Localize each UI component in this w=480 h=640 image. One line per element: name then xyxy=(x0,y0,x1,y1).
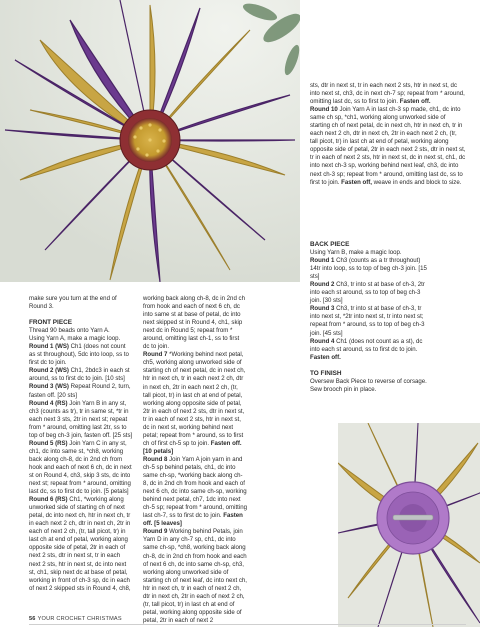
footer-rule xyxy=(29,624,466,625)
column-3-top xyxy=(310,82,466,187)
back-piece-heading: BACK PIECE xyxy=(310,241,350,248)
to-finish-heading: TO FINISH xyxy=(310,369,342,377)
column-2 xyxy=(143,295,247,625)
instruction-line: Round 9 Working behind Petals, join Yarn D in any ch-7 sp, ch1, dc into same ch-sp, *ch8, working back along ch-8, dc in 2nd ch from hook and each of next 6 ch, dc into same ch-sp, ch3, working along unworked side of starting ch of next leaf, dc into next ch, htr in next ch, tr in each of next 2 ch, dtr in next ch, 2tr in each of next 2 ch, (tr, tall picot, tr) in last ch at end of petal, working along opposite side of petal, 2tr in each of next 2 xyxy=(143,528,247,624)
front-piece-heading: FRONT PIECE xyxy=(29,319,72,327)
instruction-line: Round 1 Ch3 (counts as a tr throughout) 14tr into loop, ss to top of beg ch-3 join. [15 sts] xyxy=(310,257,427,281)
instruction-line: Round 3 Ch3, tr into st at base of ch-3, tr into next st, *2tr into next st, tr into next st; repeat from * around, ss to top of beg ch-3 join. [45 sts] xyxy=(310,305,425,337)
flower-photo xyxy=(0,0,300,282)
flower-back-photo xyxy=(338,423,480,627)
instruction-line: Round 2 (WS) Ch1, 2bdc3 in each st around, ss to first dc to join. [10 sts] xyxy=(29,367,130,383)
instruction-line: working back along ch-8, dc in 2nd ch from hook and each of next 6 ch, dc into same st at base of petal, dc into next skipped st in Round 4, ch1, skip next dc in Round 5; repeat from * around, omitting last ch-1, ss to first dc to join. xyxy=(143,295,245,351)
instruction-line: Round 1 (WS) Ch1 (does not count as st throughout), 5dc into loop, ss to first dc to join. xyxy=(29,343,129,367)
instruction-line: Round 8 Join Yarn A join yarn in and ch-5 sp behind petals, ch1, dc into same ch-sp, *working back along ch-8, dc in 2nd ch from hook and each of next 6 ch, dc into same ch-sp, working behind next petal, ch7, 1dc into next ch-5 sp; repeat from * around, omitting last ch-7, ss to first dc to join. Fasten off. [5 leaves] xyxy=(143,455,247,528)
instruction-line: Round 4 (RS) Join Yarn B in any st, ch3 (counts as tr), tr in same st, *tr in each next 3 sts, 2tr in next st; repeat from * around, omitting last 2tr, ss to top of beg ch-3 join, fasten off. [25 sts] xyxy=(29,399,133,439)
instruction-line: Round 10 Join Yarn A in last ch-3 sp made, ch1, dc into same ch sp, *ch1, working along unworked side of starting ch of next petal, dc in next ch, htr in next ch, tr in each next 2 ch, dtr in next ch, 2tr in each next 2 ch, (tr, tall picot, tr) in last ch at end of petal, working along opposite side of petal, 2tr in each next 2 sts, dtr in next st, tr in each of next 2 sts, htr in next st, dc in next st, ch1, dc into next ch-3 sp, working behind next leaf, ch3, dc into next ch-3 sp; repeat from * around, omitting last dc, ss to first to join. Fasten off, weave in ends and block to size. xyxy=(310,106,466,186)
instruction-line: Round 2 Ch3, tr into st at base of ch-3, 2tr into each st around, ss to top of beg ch-3 join. [30 sts] xyxy=(310,281,425,305)
instruction-line: Round 3 (WS) Repeat Round 2, turn, fasten off. [20 sts] xyxy=(29,383,131,399)
column-3-bottom xyxy=(310,241,430,394)
column-1 xyxy=(29,295,133,593)
page-footer xyxy=(29,616,122,622)
instruction-line: Round 5 (RS) Join Yarn C in any st, ch1, dc into same st, *ch8, working back along ch-8, dc in 2nd ch from hook and each of next 6 ch, dc in next st on Round 4, ch3, skip 3 sts, dc into next st; repeat from * around, omitting last dc, ss to first dc to join. [5 petals] xyxy=(29,439,132,496)
instruction-line: Thread 90 beads onto Yarn A. xyxy=(29,327,110,335)
magazine-title: YOUR CROCHET CHRISTMAS xyxy=(37,616,122,622)
finish-text: Oversew Back Piece to reverse of corsage. Sew brooch pin in place. xyxy=(310,377,427,393)
intro-text: make sure you turn at the end of Round 3. xyxy=(29,295,117,311)
instruction-line: Using Yarn A, make a magic loop. xyxy=(29,335,121,343)
instruction-line: Round 4 Ch1 (does not count as a st), dc into each st around, ss to first dc to join. Fasten off. xyxy=(310,337,423,361)
page-number: 56 xyxy=(29,616,36,622)
instruction-line: Round 7 *Working behind next petal, ch5, working along unworked side of starting ch of next petal, dc in next ch, htr in next ch, tr in each next 2 ch, dtr in next ch, 2tr in each next 2 ch, (tr, tall picot, tr) in last ch at end of petal, working along opposite side of petal, 2tr in each of next 2 sts, dtr in next st, tr in each of next 2 sts, htr in next st, dc in next st, working behind next petal; repeat from * around, ss to first ch of first ch-5 sp to join. Fasten off. [10 petals] xyxy=(143,351,246,455)
crochet-flower-back-illustration xyxy=(338,423,480,627)
instruction-line: sts, dtr in next st, tr in each next 2 sts, htr in next st, dc into next st, ch3, dc in next ch-7 sp; repeat from * around, omitting last dc, ss to first to join. Fasten off. xyxy=(310,82,465,106)
crochet-flower-illustration xyxy=(0,0,300,282)
instruction-line: Using Yarn B, make a magic loop. xyxy=(310,249,402,257)
instruction-line: Round 6 (RS) Ch1, *working along unworked side of starting ch of next petal, dc into next ch, htr in next ch, tr in each next 2 ch, dtr in next ch, 2tr in each of next 2 ch, (tr, tall picot, tr) in last ch at end of petal, working along opposite side of petal, 2tr in each of next 2 sts, dtr in next st, tr in each next 2 sts, htr in next st, dc into next st, ch1, skip next dc at base of petal, working in front of ch-3 sp, dc in each of next 2 skipped sts in Round 4, ch8, xyxy=(29,496,131,592)
